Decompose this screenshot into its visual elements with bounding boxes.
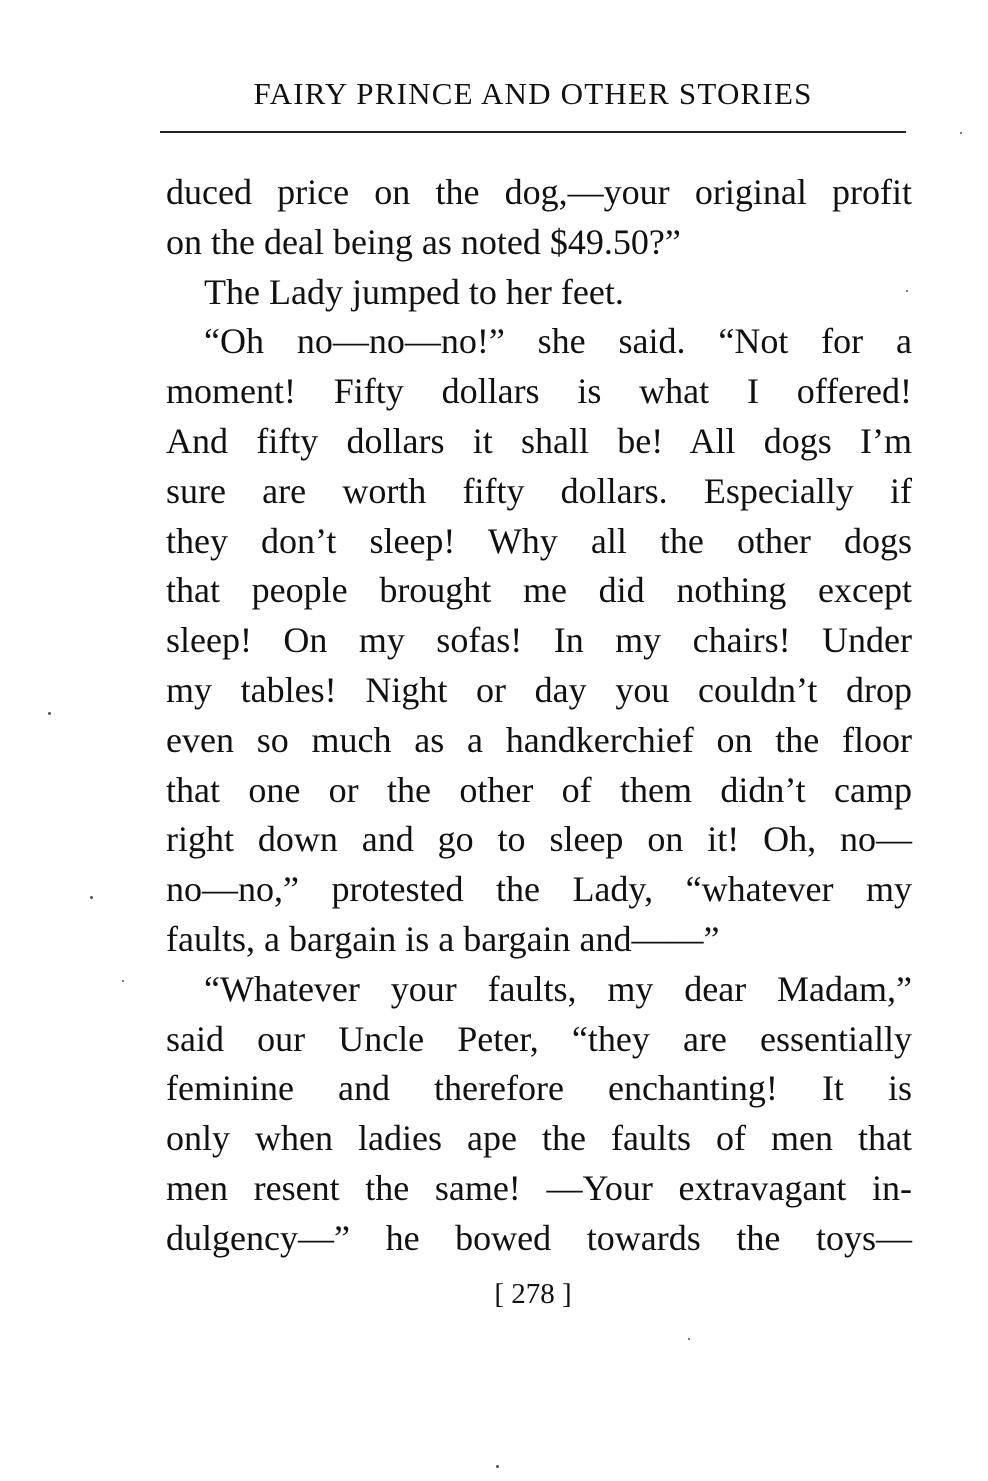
text-line-18: said our Uncle Peter, “they are essentially (166, 1018, 912, 1059)
text-line-10: sleep! On my sofas! In my chairs! Under (166, 620, 912, 661)
text-line-22: dulgency—” he bowed towards the toys— (166, 1217, 912, 1258)
text-line-1: duced price on the dog,—your original profit (166, 172, 912, 212)
scan-speck (48, 712, 51, 715)
text-line-16: faults, a bargain is a bargain and——” (166, 918, 720, 959)
text-line-8: they don’t sleep! Why all the other dogs (166, 520, 912, 561)
text-line-9: that people brought me did nothing except (166, 570, 912, 611)
text-line-7: sure are worth fifty dollars. Especially if (166, 470, 912, 511)
text-line-14: right down and go to sleep on it! Oh, no— (166, 819, 912, 860)
text-line-21: men resent the same! —Your extravagant in- (166, 1167, 912, 1208)
text-line-12: even so much as a handkerchief on the floor (166, 719, 912, 760)
text-line-3: The Lady jumped to her feet. (204, 271, 624, 312)
text-line-17: “Whatever your faults, my dear Madam,” (204, 968, 912, 1009)
text-line-6: And fifty dollars it shall be! All dogs I’m (166, 420, 912, 461)
scan-speck (90, 896, 93, 899)
body-text (166, 168, 912, 1264)
text-line-5: moment! Fifty dollars is what I offered! (166, 371, 912, 412)
scan-speck (688, 1338, 690, 1340)
scan-speck (960, 132, 962, 134)
page-number: [ 278 ] (494, 1278, 572, 1310)
scan-speck (496, 1465, 499, 1468)
text-line-19: feminine and therefore enchanting! It is (166, 1068, 912, 1109)
scan-speck (906, 290, 908, 292)
text-line-2: on the deal being as noted $49.50?” (166, 221, 681, 262)
text-line-13: that one or the other of them didn’t camp (166, 769, 912, 810)
text-line-15: no—no,” protested the Lady, “whatever my (166, 869, 912, 910)
header-rule (160, 131, 906, 133)
text-line-4: “Oh no—no—no!” she said. “Not for a (204, 321, 912, 362)
text-line-20: only when ladies ape the faults of men that (166, 1118, 912, 1159)
scan-speck (122, 980, 124, 982)
text-line-11: my tables! Night or day you couldn’t drop (166, 669, 912, 710)
running-head: FAIRY PRINCE AND OTHER STORIES (253, 76, 813, 111)
